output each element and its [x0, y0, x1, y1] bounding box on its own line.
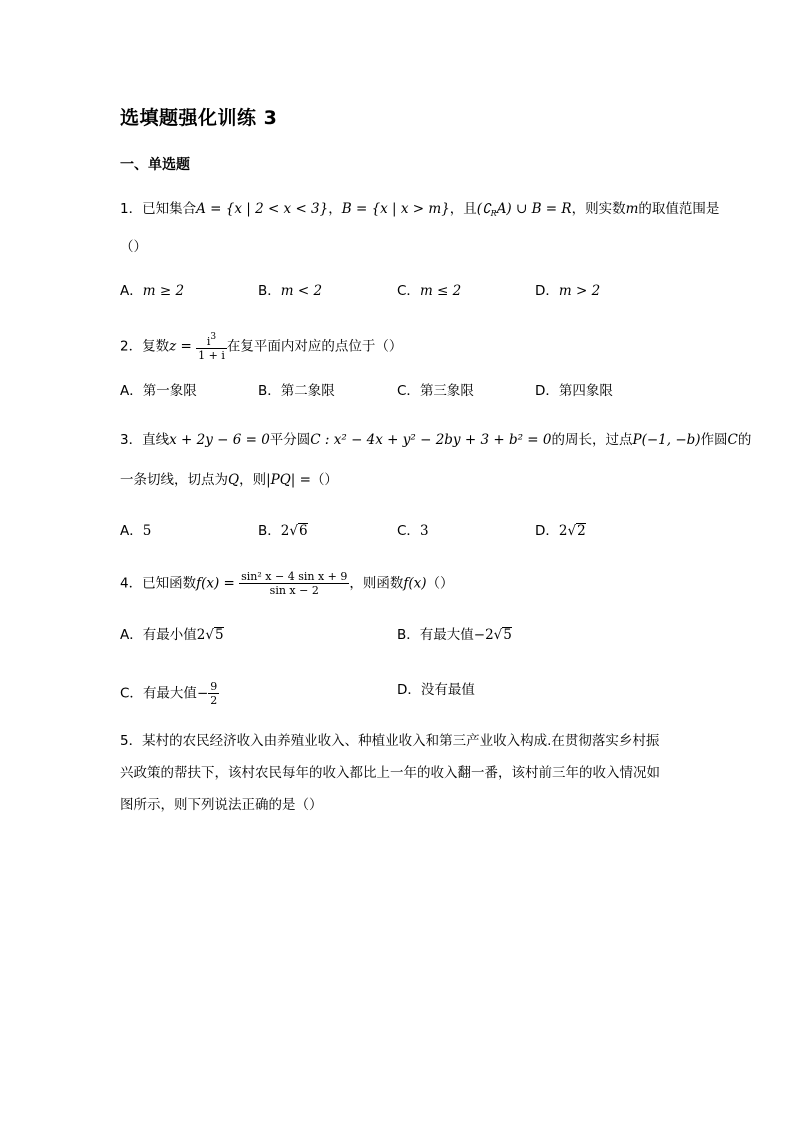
- option-label: A．: [120, 523, 143, 539]
- q2-option-a: [120, 381, 197, 401]
- option-label: D．: [535, 383, 559, 399]
- question-number: 3．: [120, 432, 143, 448]
- condition-subscript: R: [490, 209, 497, 218]
- option-label: A．: [120, 627, 143, 643]
- q2-option-b: [258, 381, 335, 401]
- q3-option-a: [120, 521, 151, 541]
- fraction: [196, 331, 227, 362]
- question-text: 已知集合: [142, 201, 197, 217]
- question-text: ，且: [449, 201, 477, 217]
- question-text: ，则: [239, 472, 267, 488]
- fraction-numerator: sin² x − 4 sin x + 9: [241, 570, 348, 583]
- option-label: C．: [397, 383, 420, 399]
- option-label: C．: [120, 685, 143, 702]
- option-coefficient: −2: [473, 627, 494, 643]
- question-5-line-2: 兴政策的帮扶下，该村农民每年的收入都比上一年的收入翻一番，该村前三年的收入情况如: [120, 765, 660, 781]
- sqrt-radicand: 5: [214, 627, 224, 643]
- math-lhs: f(x) =: [196, 575, 235, 592]
- option-coefficient: 2: [280, 523, 290, 539]
- question-1-paren: （）: [120, 239, 147, 255]
- option-text: 第三象限: [419, 383, 474, 399]
- point-p: P(−1, −b): [632, 432, 701, 448]
- numerator-exponent: 3: [210, 332, 217, 342]
- question-text: 的取值范围是: [638, 201, 720, 217]
- fraction-denominator: 2: [210, 694, 218, 707]
- option-label: B．: [258, 523, 281, 539]
- option-text: 有最小值: [142, 627, 197, 643]
- question-text: ，则函数: [349, 575, 404, 592]
- q4-option-a: [120, 625, 224, 645]
- option-coefficient: 2: [558, 523, 568, 539]
- option-text: m ≥ 2: [142, 283, 185, 299]
- question-text: 作圆: [700, 432, 728, 448]
- sqrt-symbol: √: [289, 523, 298, 539]
- question-2-stem: [120, 331, 402, 362]
- q1-option-c: [397, 281, 461, 301]
- separator: ，: [328, 201, 342, 217]
- sqrt-radicand: 2: [577, 523, 586, 539]
- q2-option-d: [535, 381, 613, 401]
- question-5-line-1: 5．某村的农民经济收入由养殖业收入、种植业收入和第三产业收入构成.在贯彻落实乡村振: [120, 733, 660, 749]
- q4-option-c: [120, 680, 219, 707]
- option-label: C．: [397, 523, 420, 539]
- page-title: 选填题强化训练 3: [120, 107, 278, 129]
- q3-option-d: [535, 521, 586, 541]
- q3-option-c: [397, 521, 429, 541]
- option-text: 有最大值: [419, 627, 474, 643]
- option-label: D．: [535, 283, 559, 299]
- q4-option-b: [397, 625, 512, 645]
- question-3-stem: [120, 430, 751, 450]
- question-text: 的: [737, 432, 752, 448]
- question-text: 的周长，过点: [551, 432, 633, 448]
- option-text: 第四象限: [558, 383, 613, 399]
- q2-option-c: [397, 381, 474, 401]
- set-a: A = {x | 2 < x < 3}: [196, 201, 329, 217]
- segment-pq: |PQ| =: [266, 472, 311, 488]
- q1-option-a: [120, 281, 184, 301]
- question-5-line-3: 图所示，则下列说法正确的是（）: [120, 797, 323, 813]
- option-sign: −: [196, 685, 209, 702]
- option-text: m ≤ 2: [419, 283, 462, 299]
- question-text: 平分圆: [269, 432, 311, 448]
- question-4-stem: [120, 570, 454, 597]
- question-1-stem: [120, 199, 719, 224]
- option-text: 有最大值: [142, 685, 197, 702]
- q1-option-b: [258, 281, 322, 301]
- condition-part: A) ∪ B = R: [496, 201, 572, 217]
- sqrt-symbol: √: [493, 627, 503, 643]
- option-label: B．: [258, 283, 281, 299]
- line-equation: x + 2y − 6 = 0: [169, 432, 270, 448]
- option-label: B．: [258, 383, 281, 399]
- option-text: 没有最值: [420, 682, 475, 698]
- question-3-stem-line2: [120, 470, 338, 490]
- q4-option-d: [397, 680, 475, 700]
- circle-equation: C : x² − 4x + y² − 2by + 3 + b² = 0: [310, 432, 552, 448]
- q3-option-b: [258, 521, 308, 541]
- question-text: ，则实数: [571, 201, 626, 217]
- fraction-denominator: 1 + i: [198, 349, 225, 362]
- sqrt-radicand: 5: [503, 627, 512, 643]
- question-text: 一条切线，切点为: [120, 472, 228, 488]
- option-text: 3: [419, 523, 429, 539]
- condition-part: (∁: [476, 201, 491, 217]
- question-number: 4．: [120, 575, 143, 592]
- fraction-denominator: sin x − 2: [269, 584, 319, 597]
- option-text: 第二象限: [280, 383, 335, 399]
- question-number: 1．: [120, 201, 143, 217]
- math-lhs: z =: [169, 338, 192, 355]
- q1-option-d: [535, 281, 600, 301]
- question-text: 复数: [142, 338, 170, 355]
- fraction-numerator: [196, 331, 227, 349]
- condition: [477, 201, 572, 217]
- option-coefficient: 2: [196, 627, 206, 643]
- option-text: 第一象限: [142, 383, 197, 399]
- numerator-base: i: [206, 335, 211, 348]
- question-text: （）: [426, 575, 454, 592]
- sqrt-radicand: 6: [298, 523, 308, 539]
- option-text: m < 2: [280, 283, 323, 299]
- option-label: A．: [120, 383, 143, 399]
- option-text: m > 2: [558, 283, 601, 299]
- question-text: （）: [310, 472, 338, 488]
- option-label: A．: [120, 283, 143, 299]
- fraction: [239, 570, 349, 597]
- sqrt-symbol: √: [567, 523, 577, 539]
- option-label: D．: [397, 682, 421, 698]
- circle-name: C: [727, 432, 738, 448]
- point-q: Q: [228, 472, 240, 488]
- set-b: B = {x | x > m}: [341, 201, 450, 217]
- section-heading: 一、单选题: [120, 157, 190, 173]
- option-label: D．: [535, 523, 559, 539]
- option-label: C．: [397, 283, 420, 299]
- function-name: f(x): [403, 575, 427, 592]
- option-text: 5: [142, 523, 152, 539]
- sqrt-symbol: √: [205, 627, 214, 643]
- variable: m: [625, 201, 639, 217]
- fraction: [208, 680, 219, 707]
- option-label: B．: [397, 627, 420, 643]
- question-text: 直线: [142, 432, 170, 448]
- question-text: 在复平面内对应的点位于（）: [226, 338, 403, 355]
- question-number: 2．: [120, 338, 143, 355]
- question-text: 已知函数: [142, 575, 197, 592]
- fraction-numerator: 9: [210, 680, 218, 693]
